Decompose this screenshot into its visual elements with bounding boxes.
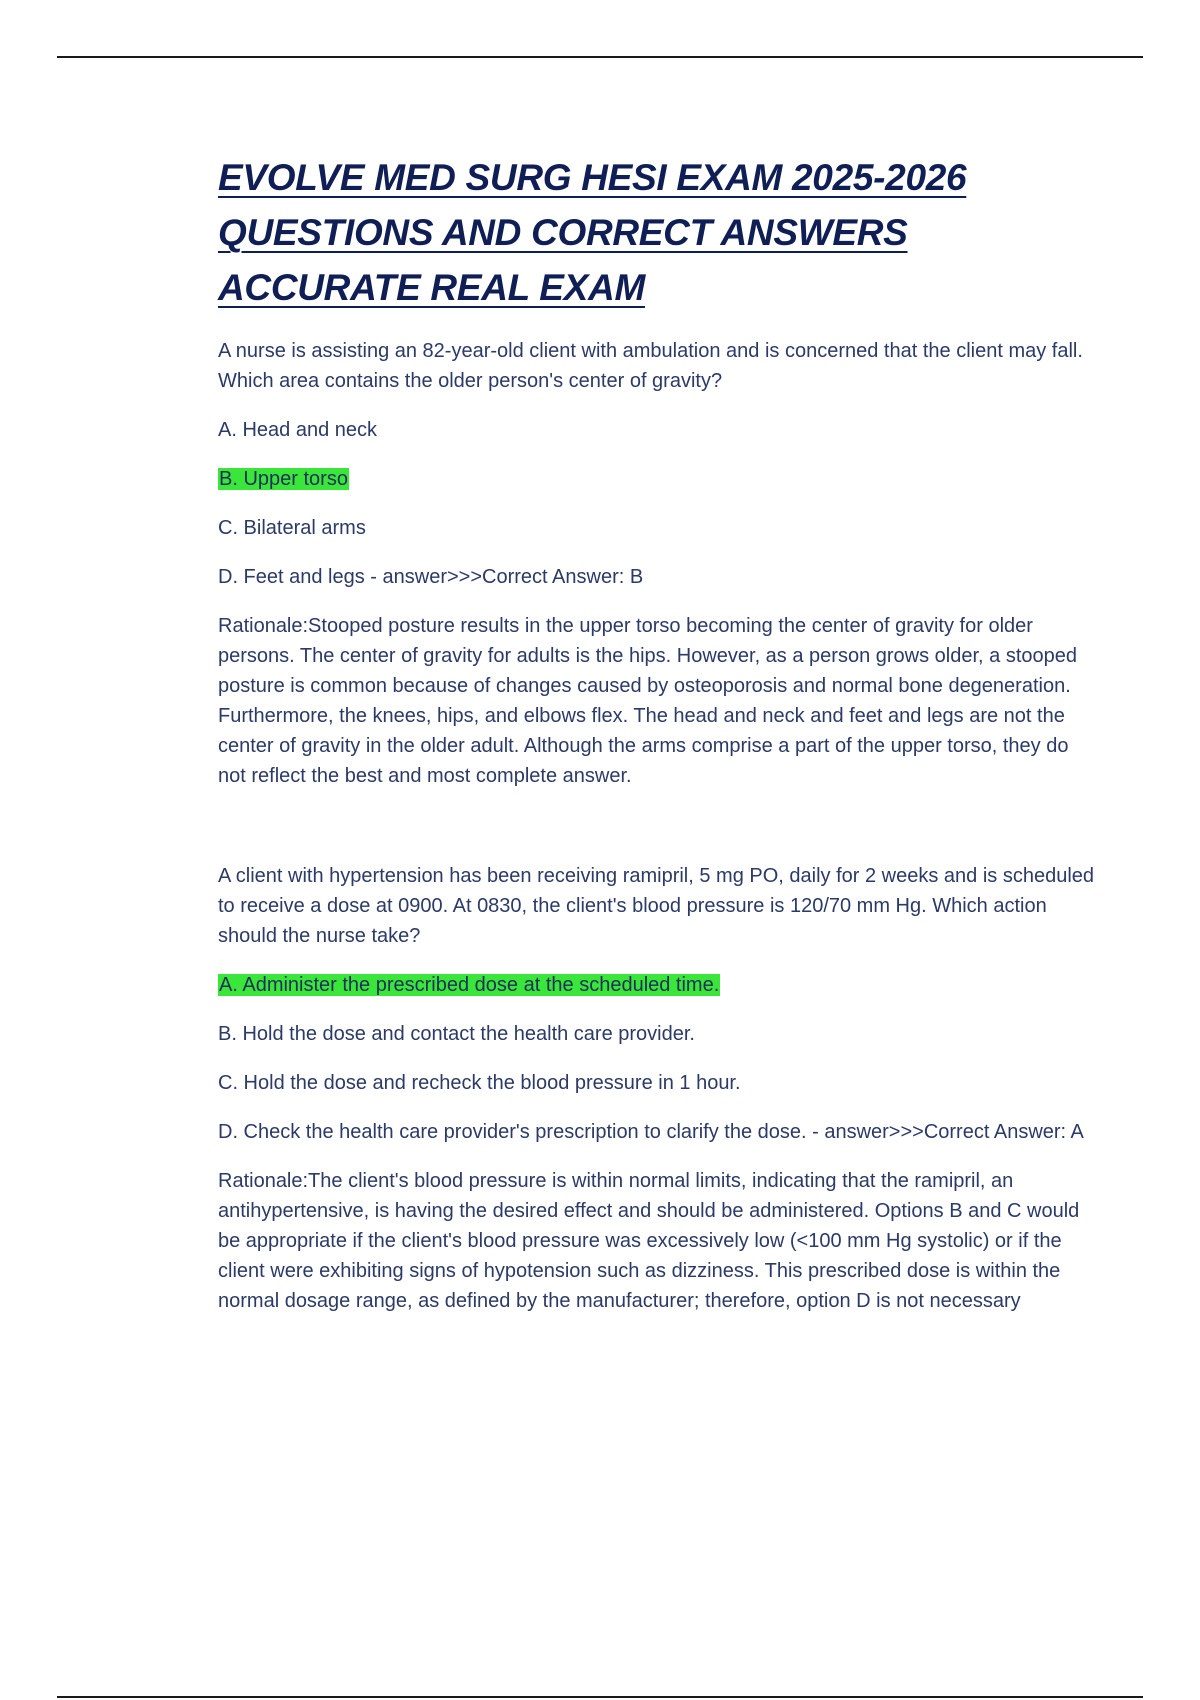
document-body [218, 150, 1098, 1316]
top-rule [57, 56, 1143, 58]
question-2-option-d: D. Check the health care provider's prescription to clarify the dose. - answer>>>Correct Answer: A [218, 1121, 1084, 1143]
question-1 [218, 336, 1098, 791]
question-2-prompt: A client with hypertension has been receiving ramipril, 5 mg PO, daily for 2 weeks and is scheduled to receive a dose at 0900. At 0830, the client's blood pressure is 120/70 mm Hg. Which action should the nurse take? [218, 865, 1095, 947]
question-1-option-b [218, 464, 1098, 494]
question-2 [218, 861, 1098, 1316]
document-title: EVOLVE MED SURG HESI EXAM 2025-2026 QUESTIONS AND CORRECT ANSWERS ACCURATE REAL EXAM [218, 157, 967, 308]
question-1-option-a: A. Head and neck [218, 419, 377, 441]
question-2-option-a [218, 970, 1098, 1000]
question-1-option-d: D. Feet and legs - answer>>>Correct Answer: B [218, 566, 644, 588]
question-1-rationale: Rationale:Stooped posture results in the upper torso becoming the center of gravity for older persons. The center of gravity for adults is the hips. However, as a person grows older, a stooped posture is common because of changes caused by osteoporosis and normal bone degeneration. Furthermore, the knees, hips, and elbows flex. The head and neck and feet and legs are not the center of gravity in the older adult. Although the arms comprise a part of the upper torso, they do not reflect the best and most complete answer. [218, 615, 1077, 787]
highlighted-answer: B. Upper torso [219, 468, 348, 490]
question-1-prompt: A nurse is assisting an 82-year-old client with ambulation and is concerned that the client may fall. Which area contains the older person's center of gravity? [218, 340, 1083, 392]
bottom-rule [57, 1696, 1143, 1698]
question-1-option-c: C. Bilateral arms [218, 517, 366, 539]
question-2-option-b: B. Hold the dose and contact the health care provider. [218, 1023, 695, 1045]
highlighted-answer: A. Administer the prescribed dose at the scheduled time. [219, 974, 720, 996]
question-2-rationale: Rationale:The client's blood pressure is within normal limits, indicating that the ramipril, an antihypertensive, is having the desired effect and should be administered. Options B and C would be appropriate if the client's blood pressure was excessively low (<100 mm Hg systolic) or if the client were exhibiting signs of hypotension such as dizziness. This prescribed dose is within the normal dosage range, as defined by the manufacturer; therefore, option D is not necessary [218, 1170, 1080, 1312]
question-2-option-c: C. Hold the dose and recheck the blood pressure in 1 hour. [218, 1072, 741, 1094]
